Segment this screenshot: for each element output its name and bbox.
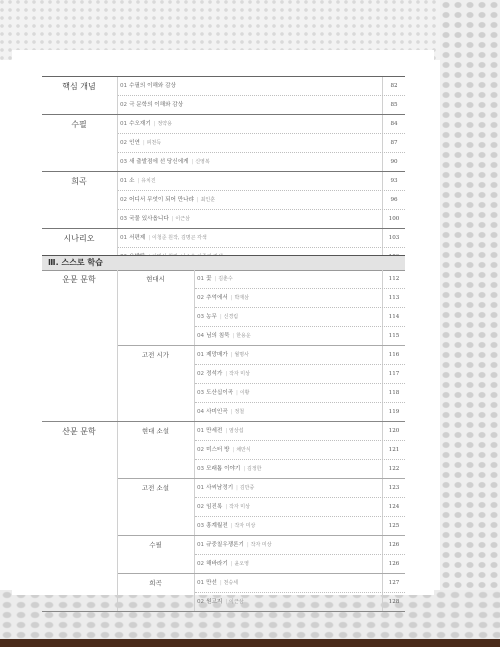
entry-title: 인연 bbox=[129, 140, 140, 146]
entry-author: | 김춘수 bbox=[215, 276, 233, 282]
subgroup-label: 희곡 bbox=[149, 579, 162, 587]
toc-entry[interactable] bbox=[195, 441, 405, 460]
toc-entry[interactable] bbox=[195, 270, 405, 289]
entry-number: 01 bbox=[197, 428, 205, 434]
entry-title: 흥계월전 bbox=[206, 523, 228, 529]
entry-title: 국물 있사옵니다 bbox=[129, 216, 169, 222]
entry-number: 01 bbox=[197, 485, 205, 491]
toc-subgroup bbox=[118, 422, 405, 478]
entry-title: 만선 bbox=[206, 580, 217, 586]
entry-author: | 월명사 bbox=[231, 352, 249, 358]
entry-number: 02 bbox=[197, 371, 205, 377]
entry-author: | 작자 미상 bbox=[231, 523, 256, 529]
entry-page-number: 85 bbox=[382, 96, 405, 114]
entry-title: 사씨남정기 bbox=[206, 485, 234, 491]
entry-number: 02 bbox=[120, 140, 128, 146]
entry-author: | 염상섭 bbox=[225, 428, 243, 434]
toc-entry[interactable] bbox=[118, 210, 405, 228]
entry-page-number: 123 bbox=[382, 479, 405, 497]
entry-title: 수오재기 bbox=[129, 121, 151, 127]
toc-entry[interactable] bbox=[195, 384, 405, 403]
entry-page-number: 115 bbox=[382, 327, 405, 345]
subgroup-label: 현대시 bbox=[146, 275, 165, 283]
entry-title: 수필의 이해와 감상 bbox=[129, 83, 176, 89]
entry-number: 02 bbox=[120, 197, 128, 203]
category-label: 수필 bbox=[71, 120, 87, 129]
entry-page-number: 96 bbox=[382, 191, 405, 209]
entry-title: 새 출발점에 선 당신에게 bbox=[129, 159, 189, 165]
entry-title: 미스터 방 bbox=[206, 447, 230, 453]
entry-number: 01 bbox=[120, 83, 128, 89]
entry-page-number: 90 bbox=[382, 153, 405, 171]
toc-category bbox=[42, 114, 405, 171]
entry-title: 임진록 bbox=[206, 504, 223, 510]
entry-number: 01 bbox=[120, 235, 128, 241]
entry-title: 해바라기 bbox=[206, 561, 228, 567]
subgroup-label: 고전 시가 bbox=[141, 351, 170, 359]
entry-author: | 정철 bbox=[231, 409, 244, 415]
entry-title: 극 문학의 이해와 감상 bbox=[129, 102, 184, 108]
entry-author: | 최인훈 bbox=[197, 197, 215, 203]
entry-number: 03 bbox=[197, 314, 205, 320]
entry-page-number: 118 bbox=[382, 384, 405, 402]
entry-title: 어디서 무엇이 되어 만나랴 bbox=[129, 197, 194, 203]
entry-page-number: 87 bbox=[382, 134, 405, 152]
toc-section-2 bbox=[42, 270, 405, 612]
entry-page-number: 125 bbox=[382, 517, 405, 535]
entry-page-number: 103 bbox=[382, 229, 405, 247]
category-label: 핵심 개념 bbox=[62, 82, 96, 91]
entry-title: 만세전 bbox=[206, 428, 223, 434]
entry-number: 01 bbox=[197, 542, 205, 548]
entry-title: 원고지 bbox=[206, 599, 223, 605]
entry-title: 규중칠우쟁론기 bbox=[206, 542, 244, 548]
section-heading-label: Ⅲ. 스스로 학습 bbox=[48, 258, 103, 267]
toc-entry[interactable] bbox=[118, 134, 405, 153]
group-label: 산문 문학 bbox=[62, 427, 96, 436]
entry-number: 02 bbox=[197, 447, 205, 453]
entry-number: 01 bbox=[197, 580, 205, 586]
entry-page-number: 84 bbox=[382, 115, 405, 133]
toc-entry[interactable] bbox=[195, 346, 405, 365]
entry-title: 정석가 bbox=[206, 371, 223, 377]
entry-page-number: 121 bbox=[382, 441, 405, 459]
toc-entry[interactable] bbox=[195, 403, 405, 421]
toc-entry[interactable] bbox=[195, 574, 405, 593]
toc-entry[interactable] bbox=[118, 153, 405, 171]
entry-number: 02 bbox=[197, 504, 205, 510]
entry-number: 02 bbox=[197, 599, 205, 605]
entry-page-number: 124 bbox=[382, 498, 405, 516]
toc-category bbox=[42, 77, 405, 114]
toc-entry[interactable] bbox=[195, 327, 405, 345]
entry-page-number: 82 bbox=[382, 77, 405, 95]
subgroup-label: 현대 소설 bbox=[141, 427, 170, 435]
entry-page-number: 122 bbox=[382, 460, 405, 478]
entry-title: 추억에서 bbox=[206, 295, 228, 301]
entry-number: 01 bbox=[120, 178, 128, 184]
toc-entry[interactable] bbox=[118, 115, 405, 134]
entry-page-number: 119 bbox=[382, 403, 405, 421]
entry-title: 꽃 bbox=[206, 276, 212, 282]
entry-author: | 박재삼 bbox=[231, 295, 249, 301]
bottom-bar bbox=[0, 639, 500, 647]
dotted-background-side bbox=[440, 0, 500, 640]
entry-author: | 채만식 bbox=[233, 447, 251, 453]
category-label: 희곡 bbox=[71, 177, 87, 186]
entry-author: | 김만중 bbox=[236, 485, 254, 491]
toc-group bbox=[42, 270, 405, 421]
toc-subgroup bbox=[118, 535, 405, 573]
toc-entry[interactable] bbox=[118, 191, 405, 210]
entry-number: 02 bbox=[197, 295, 205, 301]
entry-number: 03 bbox=[197, 523, 205, 529]
entry-page-number: 116 bbox=[382, 346, 405, 364]
toc-entry[interactable] bbox=[118, 229, 405, 248]
toc-section-1 bbox=[42, 76, 405, 267]
entry-author: | 작자 미상 bbox=[225, 504, 250, 510]
entry-number: 01 bbox=[120, 121, 128, 127]
entry-number: 02 bbox=[120, 102, 128, 108]
entry-page-number: 114 bbox=[382, 308, 405, 326]
toc-group bbox=[42, 421, 405, 611]
entry-title: 님의 침묵 bbox=[206, 333, 230, 339]
toc-entry[interactable] bbox=[195, 479, 405, 498]
category-label: 시나리오 bbox=[63, 234, 95, 243]
entry-number: 02 bbox=[197, 561, 205, 567]
entry-author: | 작자 미상 bbox=[225, 371, 250, 377]
toc-entry[interactable] bbox=[195, 536, 405, 555]
entry-title: 사미인곡 bbox=[206, 409, 228, 415]
entry-author: | 윤오영 bbox=[231, 561, 249, 567]
entry-author: | 이근삼 bbox=[172, 216, 190, 222]
entry-number: 03 bbox=[197, 466, 205, 472]
entry-page-number: 126 bbox=[382, 536, 405, 554]
toc-subgroup bbox=[118, 270, 405, 345]
toc-entry[interactable] bbox=[195, 498, 405, 517]
toc-subgroup bbox=[118, 345, 405, 421]
entry-title: 농무 bbox=[206, 314, 217, 320]
entry-page-number: 126 bbox=[382, 555, 405, 573]
toc-entry[interactable] bbox=[195, 365, 405, 384]
subgroup-label: 고전 소설 bbox=[141, 484, 170, 492]
toc-entry[interactable] bbox=[118, 172, 405, 191]
toc-entry[interactable] bbox=[195, 555, 405, 573]
entry-title: 도산십이곡 bbox=[206, 390, 234, 396]
entry-author: | 이황 bbox=[236, 390, 249, 396]
toc-entry[interactable] bbox=[195, 289, 405, 308]
entry-title: 서편제 bbox=[129, 235, 146, 241]
subgroup-label: 수필 bbox=[149, 541, 162, 549]
entry-author: | 천승세 bbox=[220, 580, 238, 586]
entry-title: 제망매가 bbox=[206, 352, 228, 358]
entry-number: 03 bbox=[120, 216, 128, 222]
toc-entry[interactable] bbox=[118, 77, 405, 96]
toc-entry[interactable] bbox=[195, 422, 405, 441]
entry-author: | 작자 미상 bbox=[247, 542, 272, 548]
entry-title: 모래톱 이야기 bbox=[206, 466, 241, 472]
toc-entry[interactable] bbox=[195, 517, 405, 535]
entry-page-number: 112 bbox=[382, 270, 405, 288]
toc-subgroup bbox=[118, 573, 405, 611]
entry-author: | 피천득 bbox=[143, 140, 161, 146]
entry-author: | 이청준 원작, 김명곤 각색 bbox=[148, 235, 206, 241]
toc-entry[interactable] bbox=[118, 96, 405, 114]
entry-author: | 정약용 bbox=[154, 121, 172, 127]
entry-number: 01 bbox=[197, 352, 205, 358]
entry-page-number: 113 bbox=[382, 289, 405, 307]
entry-number: 04 bbox=[197, 333, 205, 339]
entry-author: | 유치진 bbox=[138, 178, 156, 184]
entry-author: | 신영복 bbox=[192, 159, 210, 165]
toc-entry[interactable] bbox=[195, 460, 405, 478]
entry-author: | 한용운 bbox=[233, 333, 251, 339]
group-label: 운문 문학 bbox=[62, 275, 96, 284]
toc-entry[interactable] bbox=[195, 593, 405, 611]
entry-number: 03 bbox=[120, 159, 128, 165]
entry-author: | 김정한 bbox=[243, 466, 261, 472]
entry-page-number: 120 bbox=[382, 422, 405, 440]
entry-number: 04 bbox=[197, 409, 205, 415]
entry-page-number: 100 bbox=[382, 210, 405, 228]
entry-page-number: 117 bbox=[382, 365, 405, 383]
entry-title: 소 bbox=[129, 178, 135, 184]
entry-author: | 이근삼 bbox=[225, 599, 243, 605]
toc-subgroup bbox=[118, 478, 405, 535]
entry-page-number: 93 bbox=[382, 172, 405, 190]
entry-number: 01 bbox=[197, 276, 205, 282]
entry-number: 03 bbox=[197, 390, 205, 396]
toc-category bbox=[42, 171, 405, 228]
section-heading bbox=[42, 255, 405, 271]
entry-page-number: 127 bbox=[382, 574, 405, 592]
entry-author: | 신경림 bbox=[220, 314, 238, 320]
entry-page-number: 128 bbox=[382, 593, 405, 611]
toc-entry[interactable] bbox=[195, 308, 405, 327]
